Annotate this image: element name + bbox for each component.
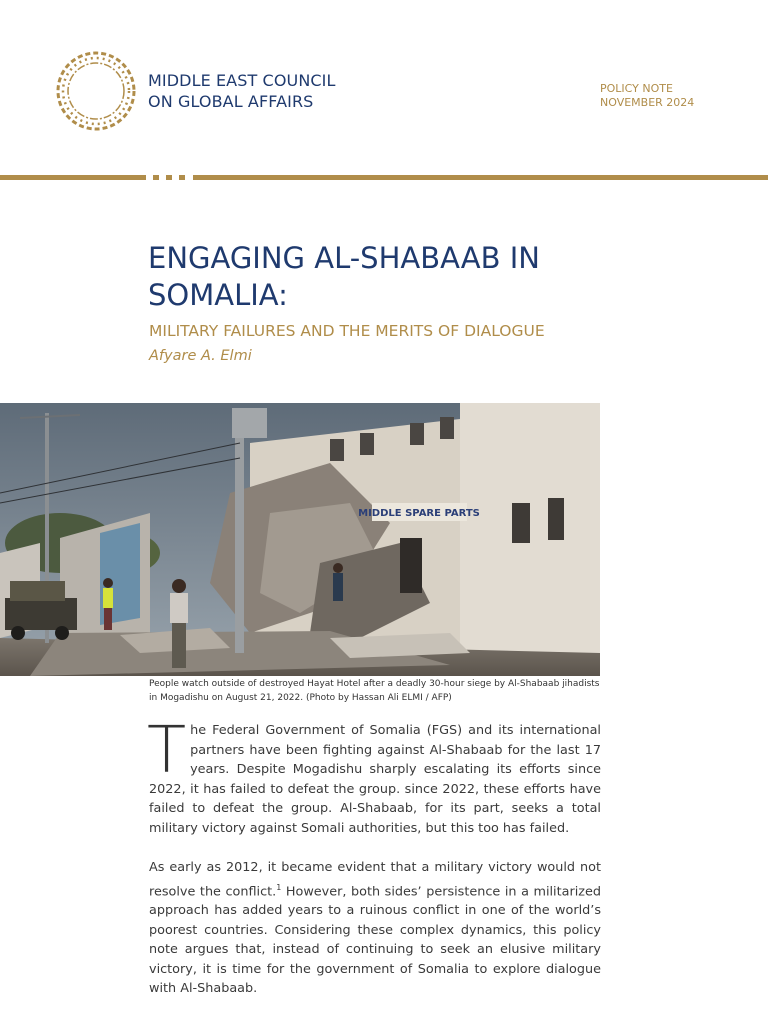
- body-paragraph-1: [147, 714, 601, 838]
- article-subtitle: MILITARY FAILURES AND THE MERITS OF DIALOGUE: [149, 322, 545, 340]
- paragraph-2-text-start: As early as 2012, it became evident that a military victory would not resolve the conflict.: [149, 860, 601, 899]
- article-title: [148, 240, 618, 314]
- footnote-marker[interactable]: 1: [276, 882, 282, 892]
- photo-caption: People watch outside of destroyed Hayat Hotel after a deadly 30-hour siege by Al-Shabaab jihadists in Mogadishu on August 21, 2022. (Photo by Hassan Ali ELMI / AFP): [149, 679, 600, 703]
- document-label: [600, 82, 694, 110]
- council-logo: [54, 50, 138, 132]
- document-type: POLICY NOTE: [600, 82, 673, 95]
- shop-sign: MIDDLE SPARE PARTS: [358, 508, 480, 519]
- org-name-line-2: ON GLOBAL AFFAIRS: [148, 92, 314, 111]
- body-paragraph-2: [149, 858, 601, 999]
- divider-right: [193, 175, 768, 180]
- drop-cap: T: [147, 714, 187, 788]
- divider-dot: [153, 175, 159, 180]
- document-date: NOVEMBER 2024: [600, 96, 695, 109]
- paragraph-1-text: he Federal Government of Somalia (FGS) and its international partners have been fighting against Al-Shabaab for the last 17 years. Despite Mogadishu sharply escalating its efforts since 2022, it has failed to defeat the group. since 2022, these efforts have failed to defeat the group. Al-Shabaab, for its part, seeks a total military victory against Somali authorities, but this too has failed.: [149, 723, 601, 836]
- destroyed-street-photo: [0, 403, 600, 676]
- title-line-2: SOMALIA:: [148, 278, 288, 312]
- divider-dot: [166, 175, 172, 180]
- divider-dot: [179, 175, 185, 180]
- organization-name: [148, 70, 336, 112]
- divider-left: [0, 175, 146, 180]
- title-line-1: ENGAGING AL-SHABAAB IN: [148, 241, 540, 275]
- org-name-line-1: MIDDLE EAST COUNCIL: [148, 71, 336, 90]
- article-author: Afyare A. Elmi: [149, 348, 252, 364]
- paragraph-2-text-end: However, both sides’ persistence in a militarized approach has added years to a ruinous conflict in one of the world’s poorest countries. Considering these complex dynamics, this policy note argues that, instead of continuing to seek an elusive military victory, it is time for the government of Somalia to explore dialogue with Al-Shabaab.: [149, 883, 601, 997]
